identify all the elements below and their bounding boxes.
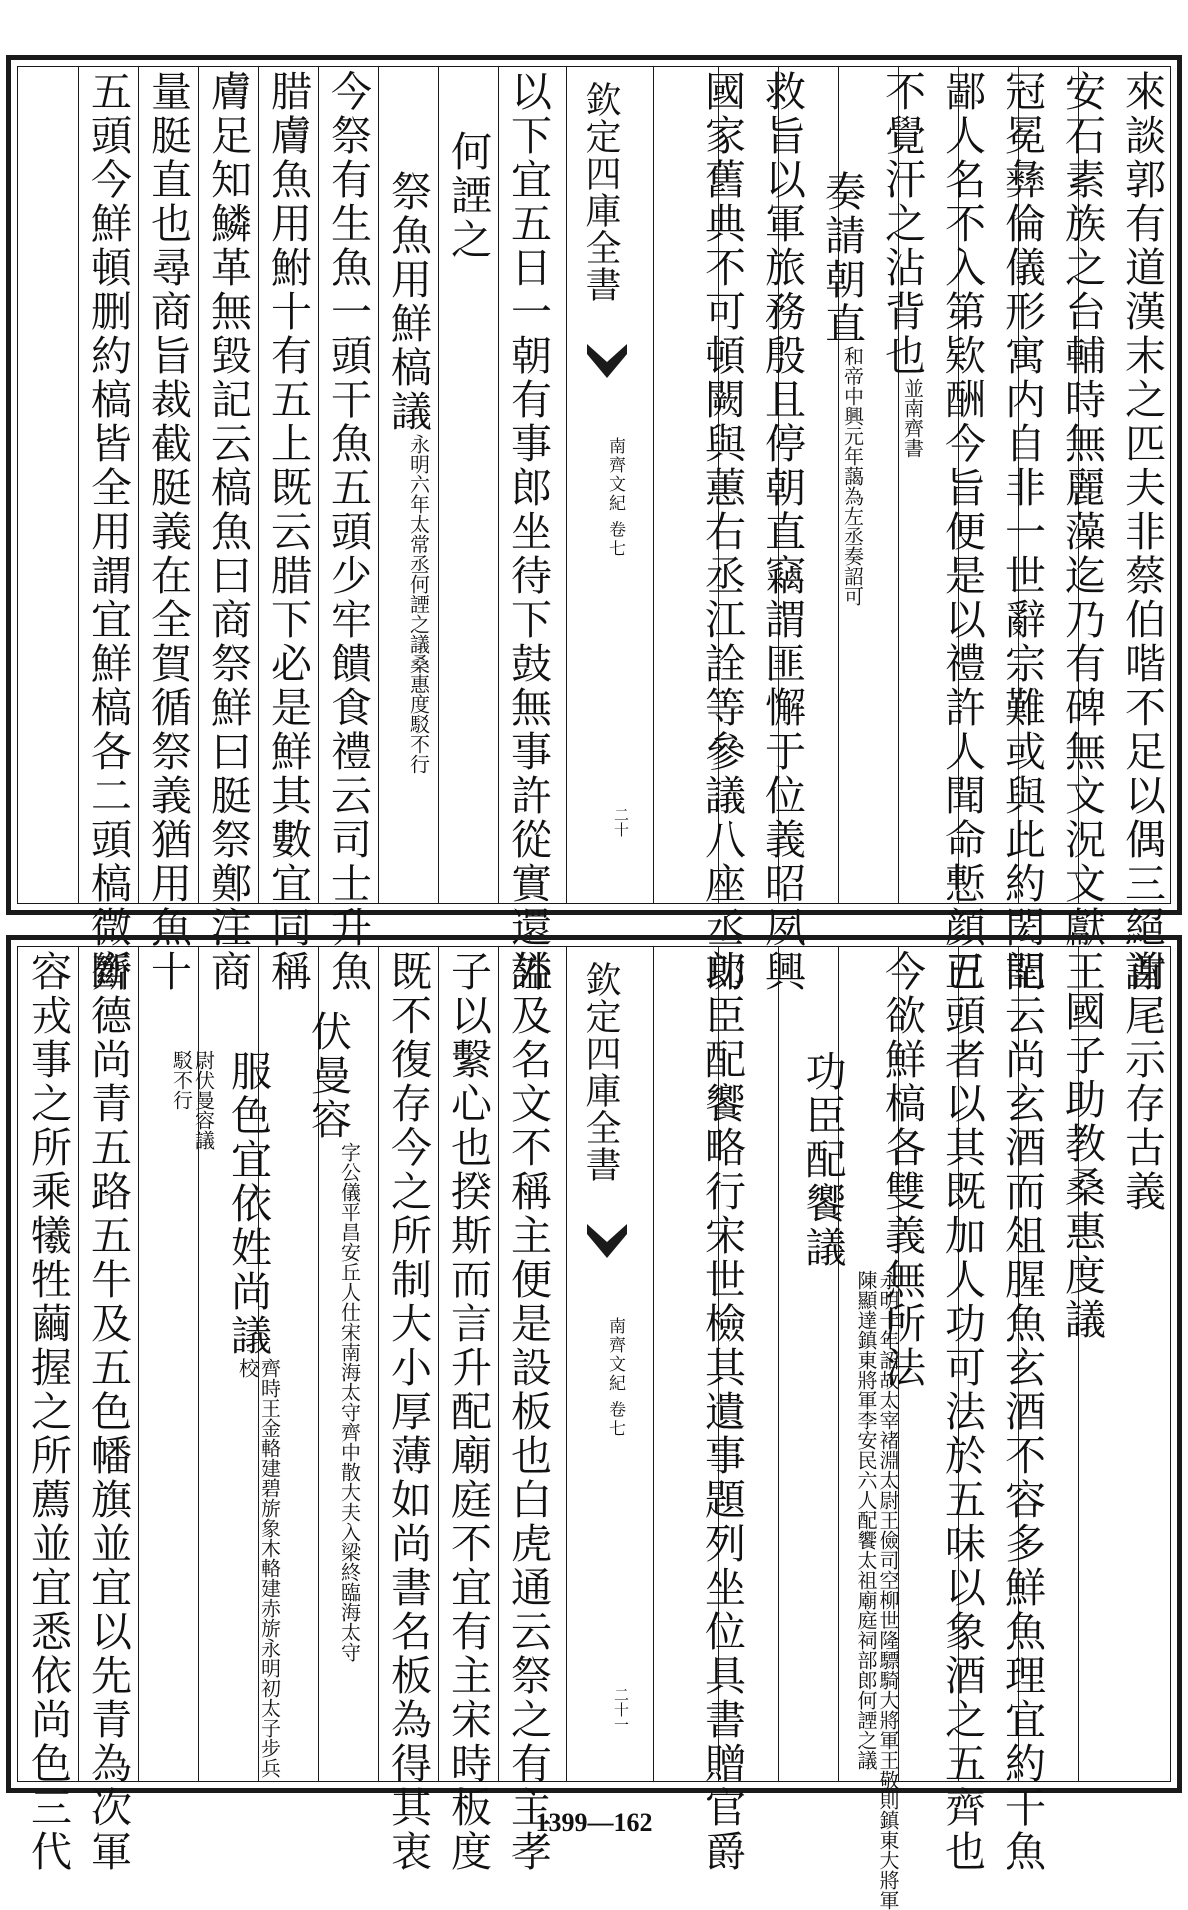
folio-number: 二十 [612,807,630,837]
heading-column: 祭魚用鮮槁議永明六年太常丞何諲之議桑惠度駁不行 [384,170,432,774]
text-column: 安石素族之台輔時無麗藻迄乃有碑無文況文獻王 [1058,70,1106,994]
series-title: 欽定四庫全書 [580,961,621,1183]
text-column: 不覺汗之沾背也並南齊書 [878,70,926,458]
heading-column: 功臣配饗議永明十年詔故太宰褚淵太尉王儉司空柳世隆驃騎大將軍王敬則鎮東大將軍陳顯達鎮東將軍李安民六人配饗太祖廟庭祠部郎何諲之議 [798,1050,900,1910]
text-column: 量脡直也尋商旨裁截脡義在全賀循祭義猶用魚十 [144,70,192,994]
author-column: 伏曼容字公儀平昌安丘人仕宋南海太守齊中散大夫入梁終臨海太守 [304,1010,362,1662]
text-column: 鄙人名不入第欵酬今旨便是以禮許人聞命慙顔已 [938,70,986,994]
text-column: 五頭者以其既加人功可法於五味以象酒之五齊也 [938,950,986,1874]
text-column: 來談郭有道漢末之匹夫非蔡伯喈不足以偶三絕謝 [1118,70,1166,994]
page-number: 1399—162 [535,1808,653,1837]
upper-center-fold [566,67,654,903]
text-column: 今欲鮮槁各雙義無所法 [878,950,926,1390]
text-column: 記云尚玄酒而俎腥魚玄酒不容多鮮魚理宜約干魚 [998,950,1046,1874]
fishtail-mark-icon [585,342,629,386]
text-column: 子以繫心也揆斯而言升配廟庭不宜有主宋時板度 [444,950,492,1874]
text-column: 既不復存今之所制大小厚薄如尚書名板為得其衷 [384,950,432,1874]
heading-column: 奏請朝直和帝中興元年藹為左丞奏詔可 [818,170,866,606]
page-upper-half [6,55,1182,994]
folio-number: 二十一 [612,1687,630,1732]
text-column: 首尾示存古義 [1118,950,1166,1214]
text-column: 五頭今鮮頓删約槁皆全用謂宜鮮槁各二頭槁微斷 [84,70,132,994]
fishtail-mark-icon [585,1222,629,1266]
text-column: 功臣配饗略行宋世檢其遺事題列坐位具書贈官爵 [698,950,746,1874]
text-column: 膚足知鱗革無毀記云槁魚曰商祭鮮曰脡祭鄭注商 [204,70,252,994]
text-column: 救旨以軍旅務殷且停朝直竊謂匪懈于位義昭夙興 [758,70,806,994]
lower-center-fold [566,947,654,1781]
text-column: 冠冕彝倫儀形寓内自非一世辭宗難或與此約閎閈 [998,70,1046,994]
text-column: 國家舊典不可頓闕與蕙右丞江詮等參議八座丞郎 [698,70,746,994]
text-column: 容戎事之所乘犧牲繭握之所薦並宜悉依尚色三代 [24,950,72,1874]
heading-column: 國子助教桑惠度議 [1058,990,1106,1342]
text-column: 以下宜五日一朝有事郎坐待下鼓無事許從實還外 [504,70,552,994]
author-column: 何諲之 [444,130,492,262]
text-column: 謚及名文不稱主便是設板也白虎通云祭之有主孝 [504,950,552,1874]
book-title-and-juan: 南齊文紀 卷七 [605,1317,625,1439]
text-column: 腊膚魚用鮒十有五上既云腊下必是鮮其數宜同稱 [264,70,312,994]
series-title: 欽定四庫全書 [580,81,621,303]
text-column: 今祭有生魚一頭干魚五頭少牢饋食禮云司士升魚 [324,70,372,994]
heading-column: 服色宜依姓尚議齊時王金輅建碧旂象木輅建赤旂永明初太子步兵校 [224,1050,282,1778]
note-column: 尉伏曼容議駁不行 [169,1050,216,1150]
text-column: 齊德尚青五路五牛及五色幡旗並宜以先青為次軍 [84,950,132,1874]
book-title-and-juan: 南齊文紀 卷七 [605,437,625,559]
